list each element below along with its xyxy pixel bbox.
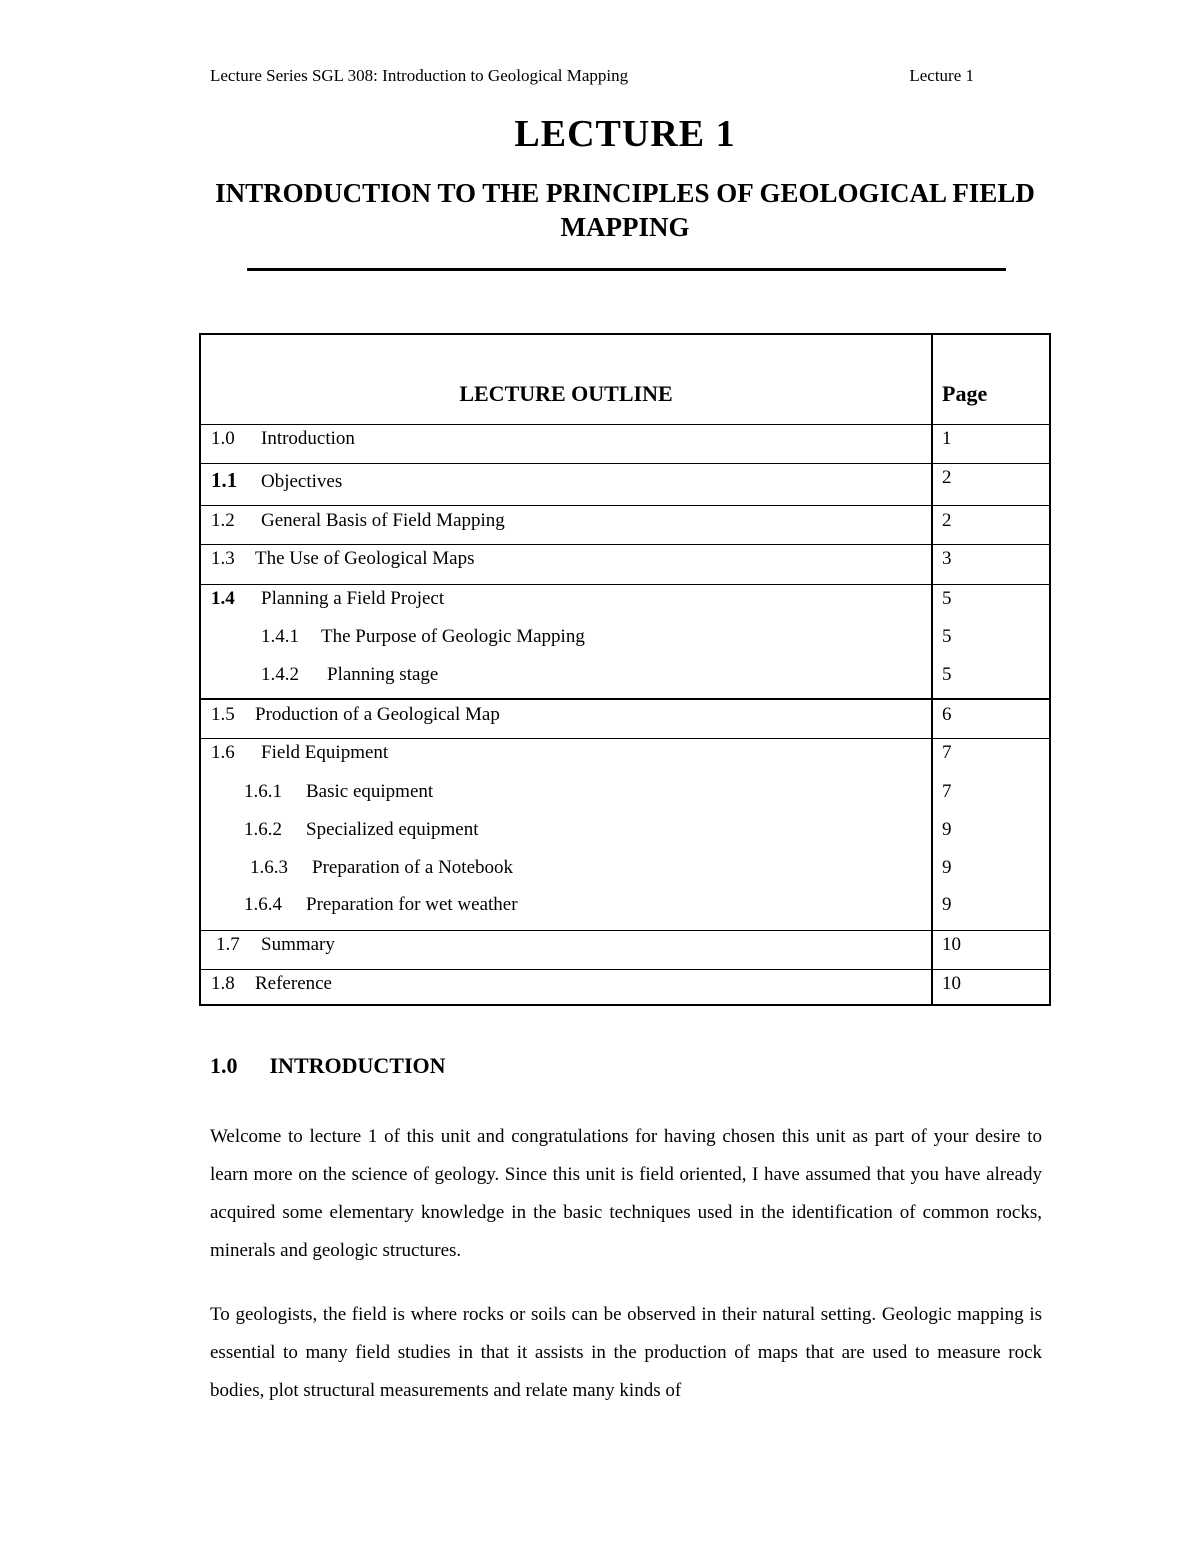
outline-row	[211, 742, 388, 764]
header-lecture-number: Lecture 1	[909, 66, 974, 85]
outline-row-number: 1.1	[211, 468, 238, 492]
outline-row-number: 1.6.3	[250, 857, 288, 878]
outline-row-title: Planning stage	[327, 664, 439, 685]
row-divider	[201, 969, 1049, 970]
outline-row	[211, 548, 475, 570]
outline-subrow	[244, 819, 479, 841]
outline-row-title: Reference	[255, 973, 332, 994]
outline-row-page: 7	[942, 742, 952, 763]
outline-row-number: 1.4.1	[261, 626, 299, 647]
outline-row-number: 1.8	[211, 973, 235, 994]
row-divider	[201, 505, 1049, 506]
lecture-title: LECTURE 1	[514, 113, 736, 155]
title-rule	[247, 268, 1006, 271]
outline-row	[216, 934, 335, 956]
outline-subrow	[261, 626, 585, 648]
outline-row-title: Planning a Field Project	[261, 588, 445, 609]
section-number: 1.0	[210, 1053, 238, 1078]
outline-row-title: Summary	[261, 934, 335, 955]
outline-row-title: Basic equipment	[306, 781, 434, 802]
body-paragraph: To geologists, the field is where rocks or soils can be observed in their natural setting. Geologic mapping is essential to many field studies in that it assists in the production of maps that are used to measure rock bodies, plot structural measurements and relate many kinds of	[210, 1304, 1042, 1401]
outline-subrow	[261, 664, 438, 686]
outline-row-title: Specialized equipment	[306, 819, 479, 840]
outline-row-title: Preparation of a Notebook	[312, 857, 514, 878]
outline-subrow	[244, 894, 518, 916]
outline-row-page: 9	[942, 819, 952, 840]
outline-row-title: The Use of Geological Maps	[255, 548, 475, 569]
outline-subrow	[250, 857, 513, 879]
lecture-subtitle: INTRODUCTION TO THE PRINCIPLES OF GEOLOGICAL FIELD MAPPING	[215, 178, 1035, 242]
outline-row-page: 9	[942, 857, 952, 878]
section-heading	[210, 1053, 446, 1079]
outline-row-title: Production of a Geological Map	[255, 704, 500, 725]
outline-row-number: 1.2	[211, 510, 235, 531]
page-column-divider	[931, 335, 933, 1004]
row-divider	[201, 698, 1049, 700]
row-divider	[201, 584, 1049, 585]
outline-row-page: 9	[942, 894, 952, 915]
body-paragraph: Welcome to lecture 1 of this unit and congratulations for having chosen this unit as part of your desire to learn more on the science of geology. Since this unit is field oriented, I have assumed that you have already acquired some elementary knowledge in the basic techniques used in the identification of common rocks, minerals and geologic structures.	[210, 1126, 1042, 1261]
outline-row-page: 10	[942, 973, 961, 994]
outline-row-number: 1.6.1	[244, 781, 282, 802]
row-divider	[201, 424, 1049, 425]
row-divider	[201, 930, 1049, 931]
outline-row-number: 1.6.4	[244, 894, 282, 915]
outline-row-page: 1	[942, 428, 952, 449]
outline-heading: LECTURE OUTLINE	[459, 381, 673, 406]
row-divider	[201, 463, 1049, 464]
outline-row-number: 1.0	[211, 428, 235, 449]
page-column-heading: Page	[942, 381, 988, 406]
outline-row-number: 1.4	[211, 588, 235, 609]
running-header	[210, 66, 974, 86]
outline-row-title: Field Equipment	[261, 742, 389, 763]
outline-row-title: General Basis of Field Mapping	[261, 510, 505, 531]
outline-row-number: 1.5	[211, 704, 235, 725]
outline-row	[211, 704, 500, 726]
outline-row-page: 2	[942, 467, 952, 488]
outline-row-page: 6	[942, 704, 952, 725]
outline-row-title: Preparation for wet weather	[306, 894, 518, 915]
outline-row-number: 1.6	[211, 742, 235, 763]
outline-row-page: 5	[942, 626, 952, 647]
outline-row-page: 5	[942, 664, 952, 685]
outline-row-title: Objectives	[261, 471, 343, 492]
outline-row-page: 2	[942, 510, 952, 531]
outline-row-page: 7	[942, 781, 952, 802]
outline-row	[211, 469, 342, 493]
section-title: INTRODUCTION	[269, 1053, 446, 1078]
outline-row-page: 10	[942, 934, 961, 955]
outline-row-page: 3	[942, 548, 952, 569]
row-divider	[201, 738, 1049, 739]
outline-row	[211, 588, 444, 610]
outline-row-number: 1.4.2	[261, 664, 299, 685]
outline-row	[211, 973, 332, 995]
outline-row	[211, 428, 355, 450]
outline-row-number: 1.6.2	[244, 819, 282, 840]
outline-subrow	[244, 781, 433, 803]
lecture-outline-table	[199, 333, 1051, 1006]
outline-row-number: 1.7	[216, 934, 240, 955]
row-divider	[201, 544, 1049, 545]
outline-row-page: 5	[942, 588, 952, 609]
outline-row-title: Introduction	[261, 428, 355, 449]
header-series-title: Lecture Series SGL 308: Introduction to Geological Mapping	[210, 66, 629, 85]
outline-row-title: The Purpose of Geologic Mapping	[321, 626, 585, 647]
outline-row	[211, 510, 505, 532]
outline-row-number: 1.3	[211, 548, 235, 569]
